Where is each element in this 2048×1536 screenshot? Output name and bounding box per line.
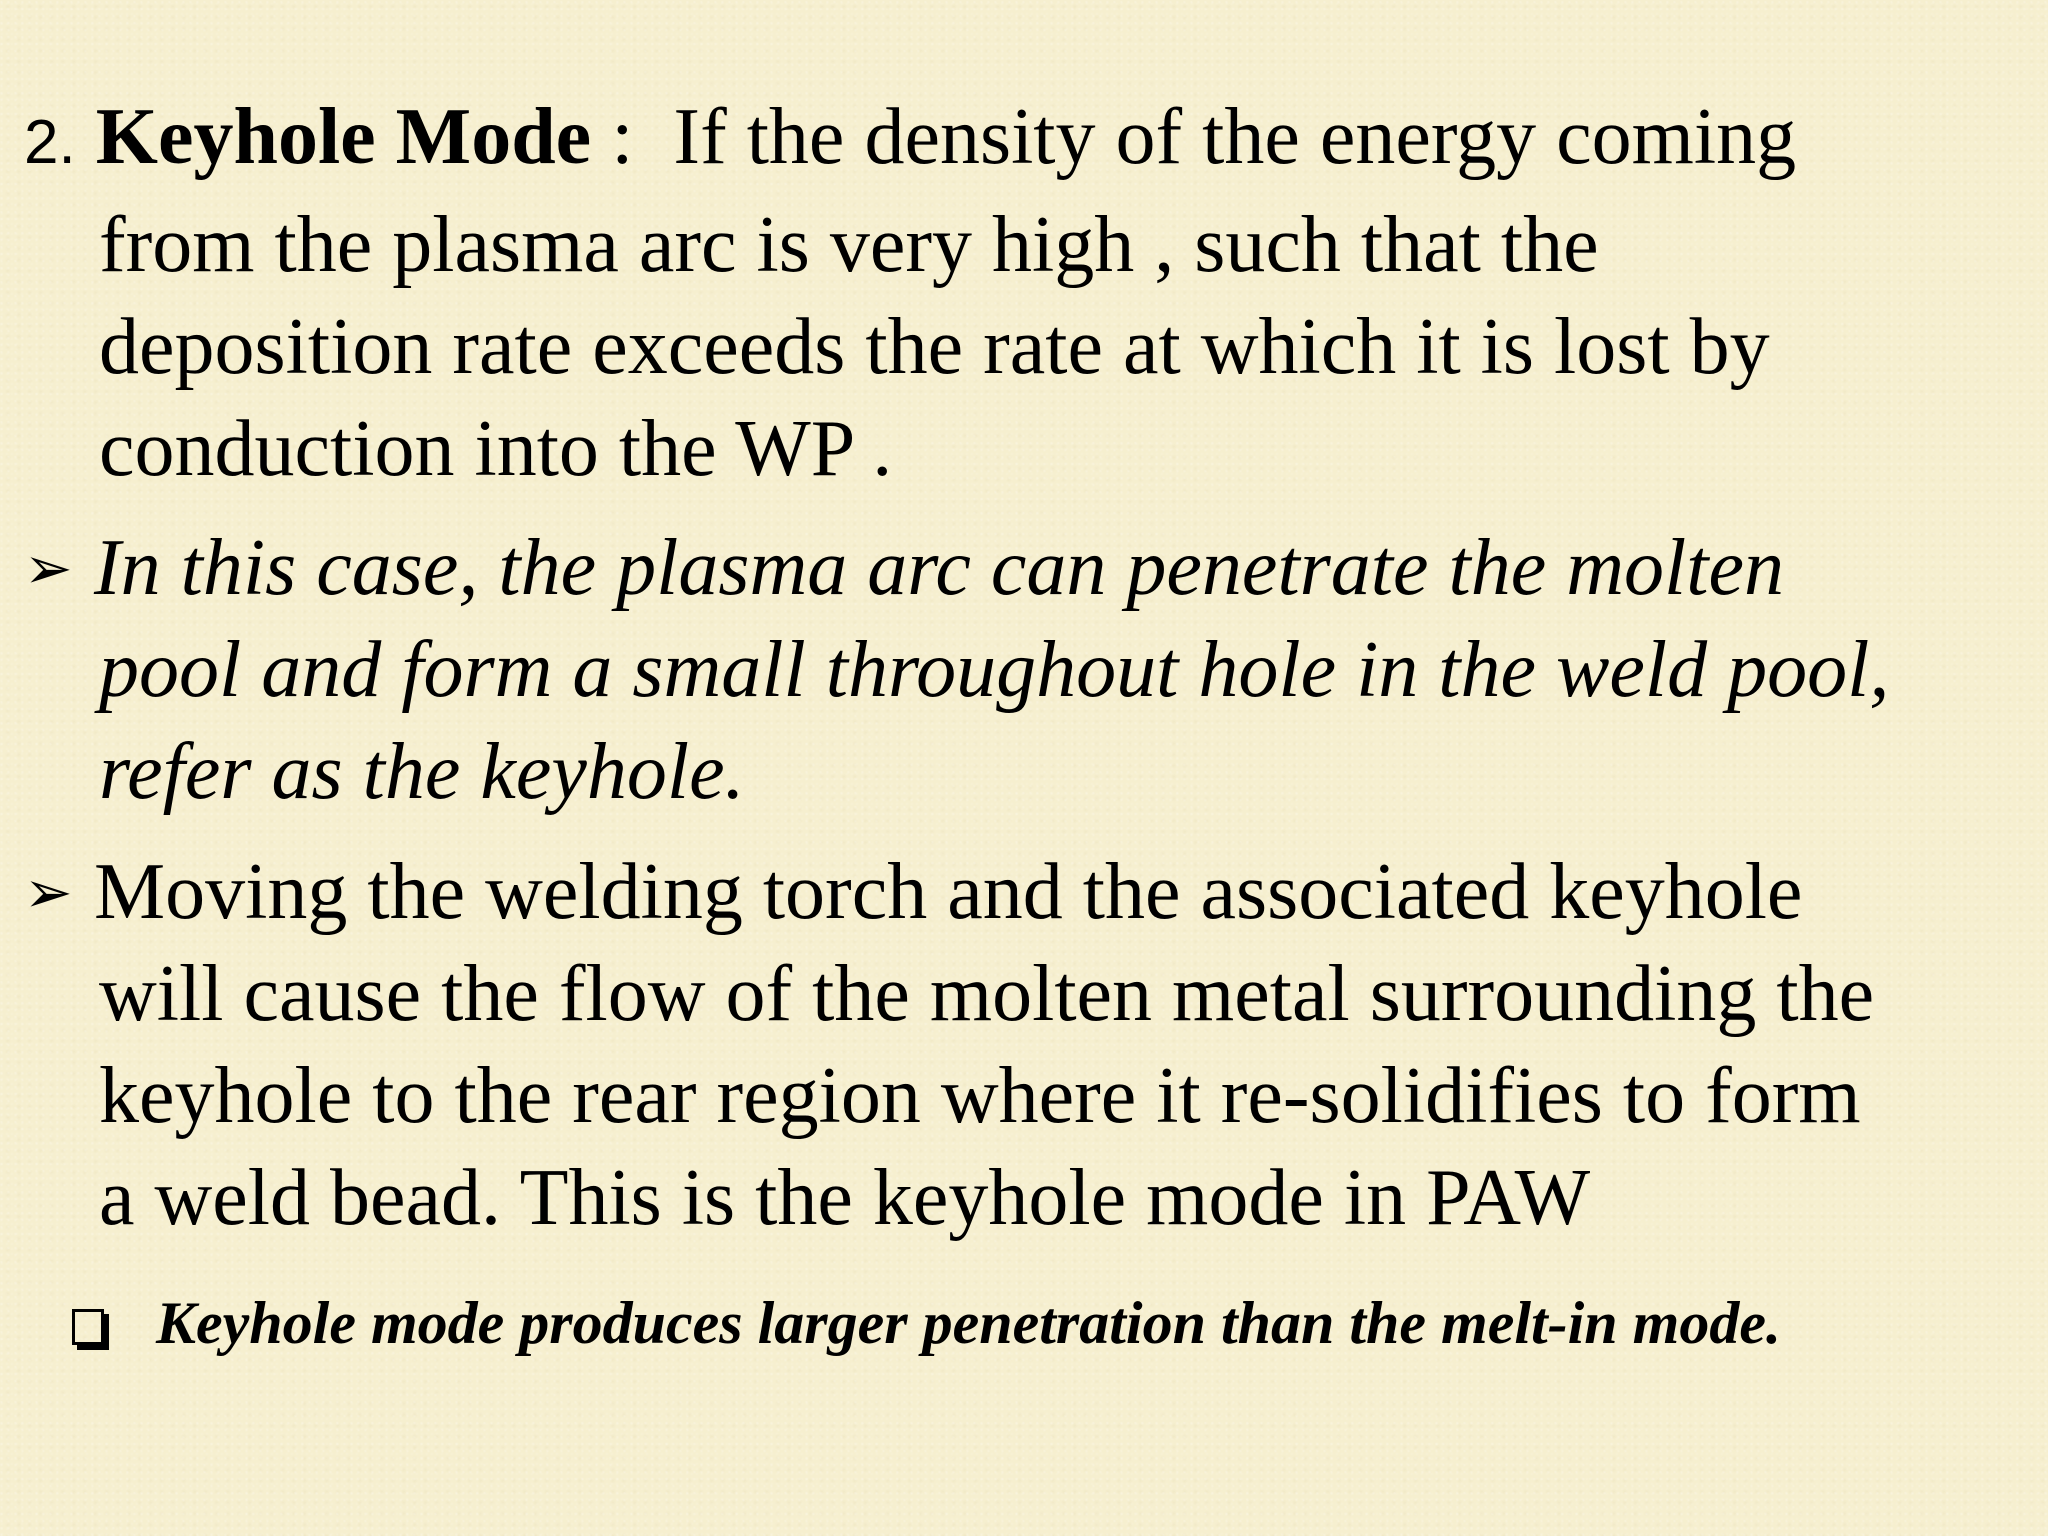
intro-line-2: from the plasma arc is very high , such that the xyxy=(99,201,1599,289)
bullet-2-line-1: Moving the welding torch and the associated keyhole xyxy=(94,848,1803,936)
penetration-note xyxy=(72,1278,2032,1368)
section-number: 2. xyxy=(24,108,76,177)
bullet-2-line-3: keyhole to the rear region where it re-solidifies to form xyxy=(99,1052,1861,1140)
bullet-item-penetration xyxy=(24,517,2014,823)
intro-line-3: deposition rate exceeds the rate at which it is lost by xyxy=(99,303,1770,391)
arrow-bullet-icon: ➢ xyxy=(24,858,73,926)
bullet-2-line-4: a weld bead. This is the keyhole mode in PAW xyxy=(99,1154,1591,1242)
intro-line-1: If the density of the energy coming xyxy=(673,93,1797,181)
title-separator: : xyxy=(591,93,674,181)
keyhole-mode-paragraph xyxy=(24,86,2014,500)
note-text: Keyhole mode produces larger penetration than the melt-in mode. xyxy=(156,1290,1781,1356)
bullet-2-line-2: will cause the flow of the molten metal surrounding the xyxy=(99,950,1875,1038)
keyhole-heading-line xyxy=(24,86,2014,194)
bullet-1-line-1: In this case, the plasma arc can penetrate the molten xyxy=(94,524,1784,612)
bullet-item-moving-torch xyxy=(24,841,2014,1249)
intro-line-4: conduction into the WP . xyxy=(99,405,893,493)
square-bullet-icon xyxy=(72,1309,104,1345)
section-title: Keyhole Mode xyxy=(95,93,592,181)
bullet-1-line-3: refer as the keyhole. xyxy=(99,728,745,816)
bullet-1-line-2: pool and form a small throughout hole in the weld pool, xyxy=(99,626,1890,714)
arrow-bullet-icon: ➢ xyxy=(24,534,73,602)
